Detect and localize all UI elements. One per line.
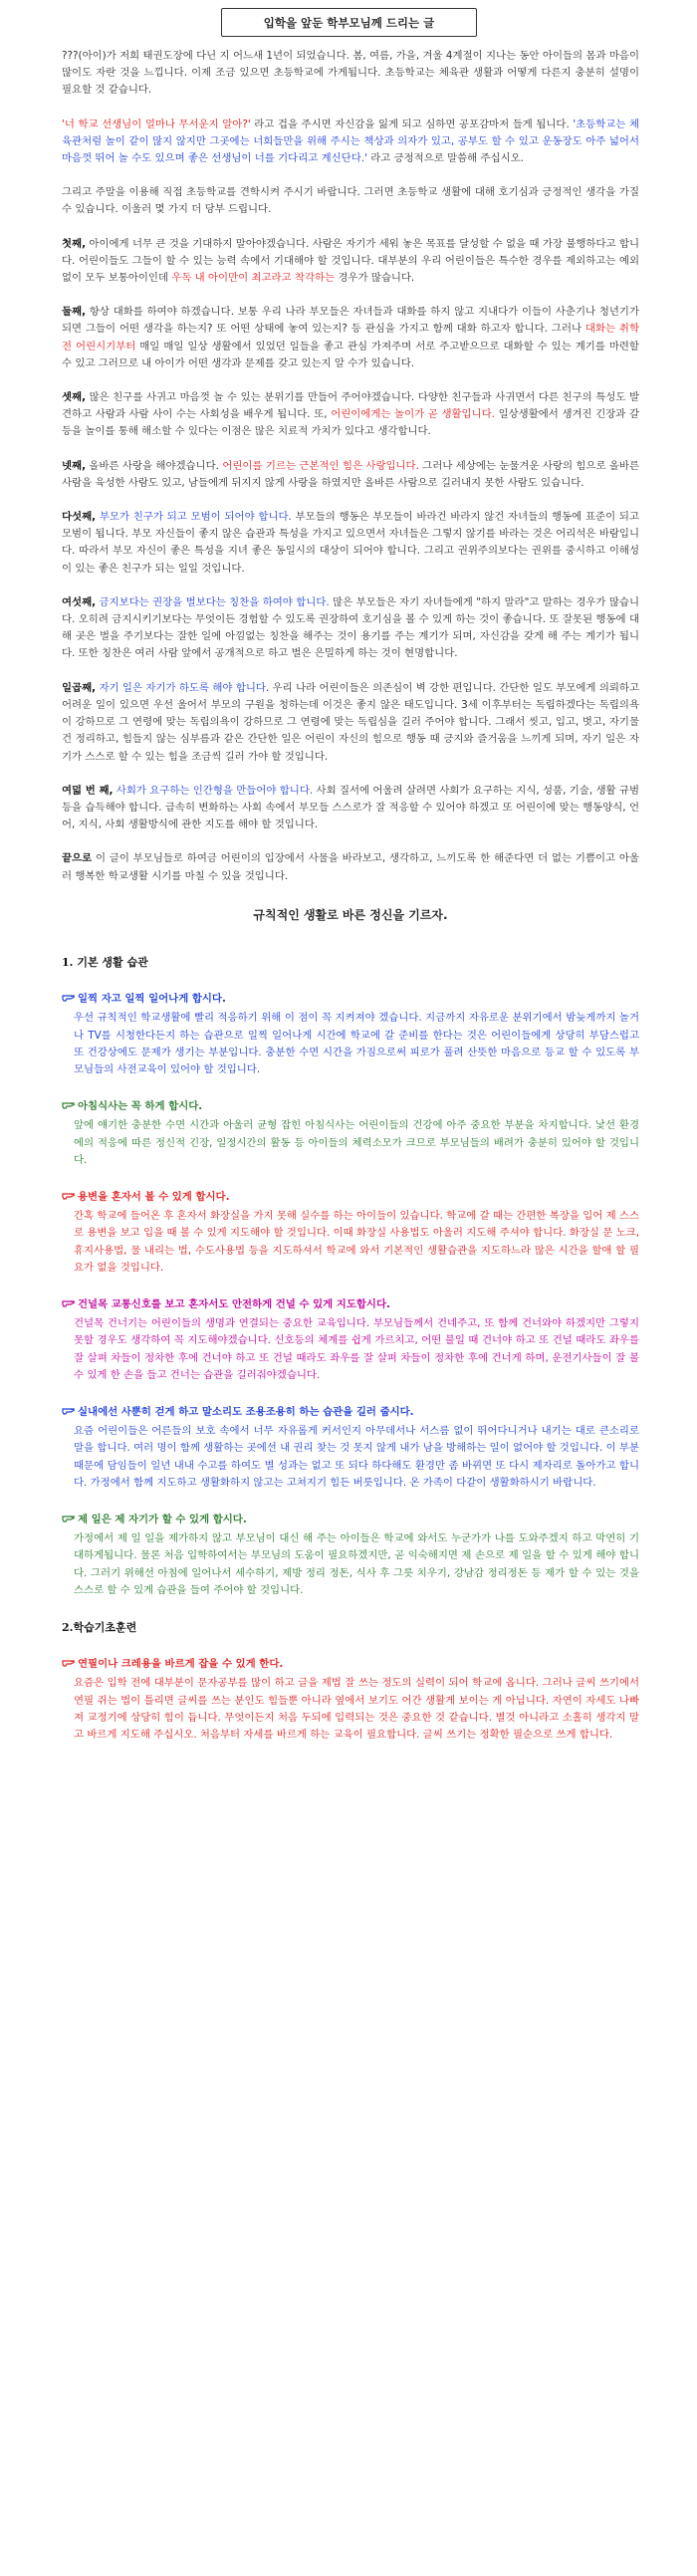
- item-body: 요즘은 입학 전에 대부분이 문자공부를 많이 하고 글을 제법 잘 쓰는 정도의 실력이 되어 학교에 옵니다. 그러나 글씨 쓰기에서 연필 쥐는 법이 틀리면 글씨를 쓰는 분인도 힘들뿐 아니라 옆에서 보기도 어간 생활게 보이는 게 아닙니다. 자연이 자세도 나빠져 교정기에 상당히 힘이 듭니다. 무엇이든지 처음 두되에 입력되는 것은 중요한 것 같습니다. 별것 아니라고 소홀히 생각지 말고 바르게 지도해 주십시오. 처음부터 자세를 바르게 하는 교육이 필요합니다. 글씨 쓰기는 정확한 필순으로 쓰게 합니다.: [74, 1677, 639, 1742]
- item-heading-text: 일찍 자고 일찍 일어나게 합시다.: [78, 993, 226, 1006]
- paragraph-text: 일상생활에서 생겨진 긴장과 갈등을 놀이를 통해 해소할 수 있다는 이점은 많은 치료적 가치가 있다고 생각합니다.: [62, 408, 639, 438]
- paragraph-lead: 여덟 번 째,: [62, 784, 114, 797]
- intro-paragraph: [62, 48, 639, 100]
- item-heading: [62, 1296, 639, 1313]
- paragraph-lead: 둘째,: [62, 306, 87, 319]
- paragraph-lead: 첫째,: [62, 237, 87, 250]
- item-heading: [62, 1656, 639, 1673]
- paragraph-text: 우리 나라 어린이들은 의존심이 벽 강한 편입니다. 간단한 일도 부모에게 의뢰하고 어려운 일이 있으면 우선 울어서 부모의 구원을 청하는데 이것은 좋지 않은 태도입니다. 3세 이후부터는 독립하겠다는 독립의욕이 강하므로 그 연령에 맞는 독립의욕이 강하므로 그 연령에 맞는 독립심을 길러 주어야 합니다. 그래서 씻고, 입고, 벗고, 자기물건 정리하고, 힘들지 않는 심부름과 같은 간단한 일은 어린이 자신의 힘으로 행동 때 긍지와 즐거움을 느끼게 되며, 자기 일은 자기가 스스로 할 수 있는 힘을 조금씩 길러 가야 할 것입니다.: [62, 681, 639, 763]
- page-title: 입학을 앞둔 학부모님께 드리는 글: [221, 8, 477, 37]
- hand-point-right-icon: [62, 991, 76, 1008]
- hand-point-right-icon: [62, 1512, 76, 1528]
- paragraph-text: 올바른 사랑을 해야겠습니다.: [86, 459, 223, 472]
- item-heading: [62, 991, 639, 1008]
- paragraph-text: 라고 긍정적으로 말씀해 주십시오.: [366, 152, 524, 165]
- paragraph-lead: 셋째,: [62, 391, 87, 404]
- item-heading-text: 용변을 혼자서 볼 수 있게 합시다.: [78, 1190, 230, 1203]
- item-heading: [62, 1098, 639, 1115]
- paragraph-lead: 다섯째,: [62, 511, 97, 524]
- intro-paragraph: [62, 594, 639, 663]
- letter-content: [62, 48, 639, 1763]
- intro-paragraph: [62, 850, 639, 884]
- section1-title: 1. 기본 생활 습관: [62, 955, 148, 969]
- paragraph-text: 어린이에게는 놀이가 곧 생활입니다.: [331, 408, 495, 421]
- paragraph-text: 많은 친구를 사귀고 마음껏 놀 수 있는 분위기를 만들어 주어야겠습니다. 다양한 친구들과 사귀면서 다른 친구의 특성도 발견하고 사람과 사람 사이 수는 사회성을 배우게 됩니다. 또,: [62, 391, 639, 421]
- paragraph-text: 많은 부모들은 자기 자녀들에게 "하지 말라"고 말하는 경우가 많습니다. 오히려 금지시키기보다는 무엇이든 경험할 수 있도록 권장하여 호기심을 볼 수 있게 하는 것이 좋습니다. 또 잘못된 행동에 대해 곳은 벌을 주기보다는 잘한 일에 아낌없는 칭찬을 해주는 것이 용기를 주는 계기가 되며, 자신감을 갖게 해 주는 계기가 됩니다. 또한 칭찬은 여러 사람 앞에서 공개적으로 하고 벌은 은밀하게 하는 것이 현명합니다.: [62, 595, 639, 660]
- section1-items: [62, 991, 639, 1599]
- intro-paragraph: [62, 389, 639, 441]
- paragraph-text: '초등학교는 체육관처럼 놀이 같이 많지 않지만 그곳에는 너희들만을 위해 주시는 책상과 의자가 있고, 공부도 할 수 있고 운동장도 아주 넓어서 마음껏 뛰어 놀 수도 있으며 좋은 선생님이 너를 기다리고 계신단다.': [62, 117, 639, 165]
- item-heading-text: 건널목 교통신호를 보고 혼자서도 안전하게 건널 수 있게 지도합시다.: [78, 1297, 390, 1310]
- paragraph-text: 어린이를 기르는 근본적인 힘은 사랑입니다.: [222, 459, 419, 472]
- intro-paragraphs: [62, 48, 639, 885]
- item-heading-text: 제 일은 제 자기가 할 수 있게 합시다.: [78, 1514, 247, 1525]
- paragraph-text: 금지보다는 권장을 벌보다는 칭찬을 하여야 합니다.: [99, 595, 330, 608]
- subtitle: 규칙적인 생활로 바른 정신을 기르자.: [253, 907, 448, 922]
- item-body: 가정에서 제 일 일을 제가하지 않고 부모님이 대신 해 주는 아이들은 학교에 와서도 누군가가 나를 도와주겠지 하고 막연히 기대하게됩니다. 물론 처음 입학하여서는 부모님의 도움이 필요하겠지만, 곧 익숙해지면 제 손으로 제 일을 할 수 있게 해야 합니다. 그러기 위해선 아침에 일어나서 세수하기, 제방 정리 정돈, 식사 후 그릇 치우기, 강남감 정리정돈 등 제가 할 수 있는 것을 스스로 할 수 있게 습관을 들여 주어야 할 것입니다.: [74, 1532, 639, 1596]
- intro-paragraph: [62, 184, 639, 218]
- item-body: 건널목 건너기는 어린이들의 생명과 연결되는 중요한 교육입니다. 부모님들께서 건네주고, 또 함께 건너와야 하겠지만 그렇지 못할 경우도 생각하여 꼭 지도해야겠습니다. 신호등의 체계를 쉽게 가르치고, 어떤 불일 때 건너야 하고 또 건널 때라도 좌우를 잘 살펴 차들이 정차한 후에 건너야 하고 또 건널 때라도 좌우를 잘 살펴 차들이 정차한 후에 건너게 하며, 운전기사들이 잘 볼 수 있게 한 손을 들고 건너는 습관을 길러줘야겠습니다.: [74, 1317, 639, 1381]
- item-body: 간혹 학교에 들어온 후 혼자서 화장실을 가지 못해 실수를 하는 아이들이 있습니다. 학교에 갈 때는 간편한 복장을 입어 제 스스로 용변을 보고 입을 때 볼 수 있게 지도해야 할 것입니다. 이때 화장실 사용법도 아울러 지도해 주셔야 합니다. 화장실 문 노크, 휴지사용법, 물 내리는 법, 수도사용법 등을 지도하셔서 학교에 와서 기본적인 생활습관을 지도하느라 많은 시간을 할애 할 필요가 없을 것입니다.: [74, 1210, 639, 1274]
- item-heading-text: 연필이나 크레용을 바르게 잡을 수 있게 한다.: [78, 1658, 284, 1671]
- intro-paragraph: [62, 117, 639, 168]
- paragraph-text: 이 글이 부모님들로 하여금 어린이의 입장에서 사물을 바라보고, 생각하고, 느끼도록 한 해준다면 더 없는 기쁨이고 아울러 행복한 학교생활 시기를 마칠 수 있을 것입니다.: [62, 852, 639, 882]
- paragraph-text: 사회가 요구하는 인간형을 만들어야 합니다.: [116, 784, 314, 797]
- paragraph-text: ???(아이)가 저희 태권도장에 다닌 지 어느새 1년이 되었습니다. 봄, 여름, 가을, 겨울 4계절이 지나는 동안 아이들의 몸과 마음이 많이도 자란 것을 느낍니다. 이제 조금 있으면 초등학교에 가게됩니다. 초등학교는 체육관 생활과 어떻게 다른지 충분히 설명이 필요할 것 같습니다.: [62, 50, 639, 97]
- hand-point-right-icon: [62, 1404, 76, 1421]
- paragraph-lead: 넷째,: [62, 459, 87, 472]
- intro-paragraph: [62, 236, 639, 288]
- paragraph-text: 부모가 친구가 되고 모범이 되어야 합니다.: [99, 511, 292, 524]
- intro-paragraph: [62, 304, 639, 372]
- paragraph-text: 부모들의 행동은 부모들이 바라건 바라지 않건 자녀들의 행동에 표준이 되고 모범이 됩니다. 부모 자신들이 좋지 않은 습관과 특성을 가지고 있으면서 자녀들은 그렇지 않기를 바라는 것은 어리석은 바람입니다. 따라서 부모 자신이 좋은 특성을 지녀 좋은 동일시의 대상이 되어야 합니다. 그리고 권위주의보다는 권위를 중시하고 이해성이 있는 좋은 친구가 되는 일일 것입니다.: [62, 511, 640, 575]
- item-heading: [62, 1404, 639, 1421]
- item-heading: [62, 1512, 639, 1528]
- paragraph-text: 아이에게 너무 큰 것을 기대하지 말아야겠습니다. 사람은 자기가 세워 놓은 목표를 달성할 수 없을 때 가장 불행하다고 합니다. 어린이들도 그들이 할 수 있는 능력 속에서 기대해야 할 것입니다. 대부분의 우리 어린이들은 특수한 경우를 제외하고는 예외 없이 모두 보통아이인데: [62, 237, 639, 285]
- item-heading-text: 실내에선 사뿐히 걷게 하고 말소리도 조용조용히 하는 습관을 길러 줍시다.: [78, 1405, 414, 1418]
- paragraph-text: 경우가 많습니다.: [335, 272, 415, 285]
- intro-paragraph: [62, 680, 639, 766]
- paragraph-lead: 일곱째,: [62, 681, 97, 694]
- paragraph-text: 대화는 취학 전 어린시기부터: [62, 323, 639, 352]
- paragraph-text: 그리고 주말을 이용해 직접 초등학교를 견학시켜 주시기 바랍니다. 그러면 초등학교 생활에 대해 호기심과 긍정적인 생각을 가질 수 있습니다. 이울러 몇 가지 더 당부 드립니다.: [62, 186, 639, 216]
- hand-point-right-icon: [62, 1098, 76, 1115]
- paragraph-lead: 끝으로: [62, 852, 93, 865]
- section2-title: 2.학습기초훈련: [62, 1621, 137, 1635]
- title-area: [0, 0, 697, 40]
- hand-point-right-icon: [62, 1296, 76, 1313]
- hand-point-right-icon: [62, 1189, 76, 1206]
- paragraph-text: 자기 일은 자기가 하도록 해야 합니다.: [99, 681, 270, 694]
- item-body: 우선 규칙적인 학교생활에 빨리 적응하기 위해 이 점이 꼭 지켜져야 겠습니다. 지금까지 자유로운 분위기에서 밤늦게까지 놀거나 TV를 시청한다든지 하는 습관으로 일찍 일어나게 시간에 학교에 갈 준비를 한다는 것은 어린이들에게 상당히 부담스럽고 또 건강상에도 문제가 생기는 부분입니다. 충분한 수면 시간을 가짐으로써 피로가 풀려 산뜻한 마음으로 등교 할 수 있도록 부모님들의 사전교육이 있어야 할 것입니다.: [74, 1012, 639, 1075]
- item-heading: [62, 1189, 639, 1206]
- paragraph-text: 사회 질서에 어울려 살려면 사회가 요구하는 지식, 성품, 기술, 생활 규범 등을 습득해야 합니다. 급속히 변화하는 사회 속에서 부모들 스스로가 잘 적응할 수 있어야 하겠고 또 어린이에 맞는 행동양식, 언어, 지식, 사회 생활방식에 관한 지도를 해야 할 것입니다.: [62, 784, 639, 831]
- paragraph-text: '너 학교 선생님이 얼마나 무서운지 알아?': [62, 117, 251, 130]
- section2-items: [62, 1656, 639, 1744]
- item-body: 앞에 얘기한 충분한 수면 시간과 아울러 균형 잡힌 아침식사는 어린이들의 건강에 아주 중요한 부분을 차지합니다. 낯선 환경에의 적응에 따른 정신적 긴장, 일정시간의 활동 등 아이들의 체력소모가 크므로 부모님들의 배려가 충분히 있어야 할 것입니다.: [74, 1119, 639, 1166]
- intro-paragraph: [62, 509, 639, 578]
- paragraph-text: 항상 대화를 하여야 하겠습니다. 보통 우리 나라 부모들은 자녀들과 대화를 하지 않고 지내다가 이들이 사춘기나 청년기가 되면 그들이 어떤 생각을 하는지? 또 어떤 상태에 놓여 있는지? 등 관심을 가지고 함께 대화 하고자 합니다. 그러나: [62, 306, 639, 336]
- intro-paragraph: [62, 783, 639, 834]
- item-heading-text: 아침식사는 꼭 하게 합시다.: [78, 1100, 203, 1113]
- paragraph-text: 우독 내 아이만이 최고라고 착각하는: [171, 272, 336, 285]
- item-body: 요즘 어린이들은 어른들의 보호 속에서 너무 자유롭게 커서인지 아무데서나 서스름 없이 뛰어다니거나 내기는 대로 큰소리로 말을 합니다. 여러 명이 함께 생활하는 곳에선 내 권리 찾는 것 못지 않게 내가 남을 방해하는 일이 없어야 할 것입니다. 이 부분 때문에 담임들이 일년 내내 수고를 하여도 별 성과는 없고 또 되다 하다해도 환경만 좀 바뀌면 또 다시 제자리로 돌아가고 합니다. 가정에서 함께 지도하고 생활화하지 않고는 고쳐지기 힘든 버릇입니다. 온 가족이 다같이 생활화하시기 바랍니다.: [74, 1425, 639, 1489]
- paragraph-lead: 여섯째,: [62, 595, 97, 608]
- paragraph-text: 매일 매일 일상 생활에서 있었던 일들을 좋고 관심 가져주며 서로 주고받으므로 대화할 수 있는 계기를 마련할 수 있고 그러므로 내 아이가 어떤 생각과 문제를 갖고 있는지 알 수가 있습니다.: [62, 340, 639, 369]
- paragraph-text: 라고 겁을 주시면 자신감을 잃게 되고 심하면 공포감마저 들게 됩니다.: [250, 117, 574, 130]
- intro-paragraph: [62, 458, 639, 492]
- paragraph-text: 그러나 세상에는 눈물겨운 사랑의 힘으로 올바른 사람을 육성한 사람도 있고, 남들에게 뒤지지 않게 사랑을 하였지만 올바른 사람으로 길러내지 못한 사람도 있습니다.: [62, 459, 640, 489]
- hand-point-right-icon: [62, 1656, 76, 1673]
